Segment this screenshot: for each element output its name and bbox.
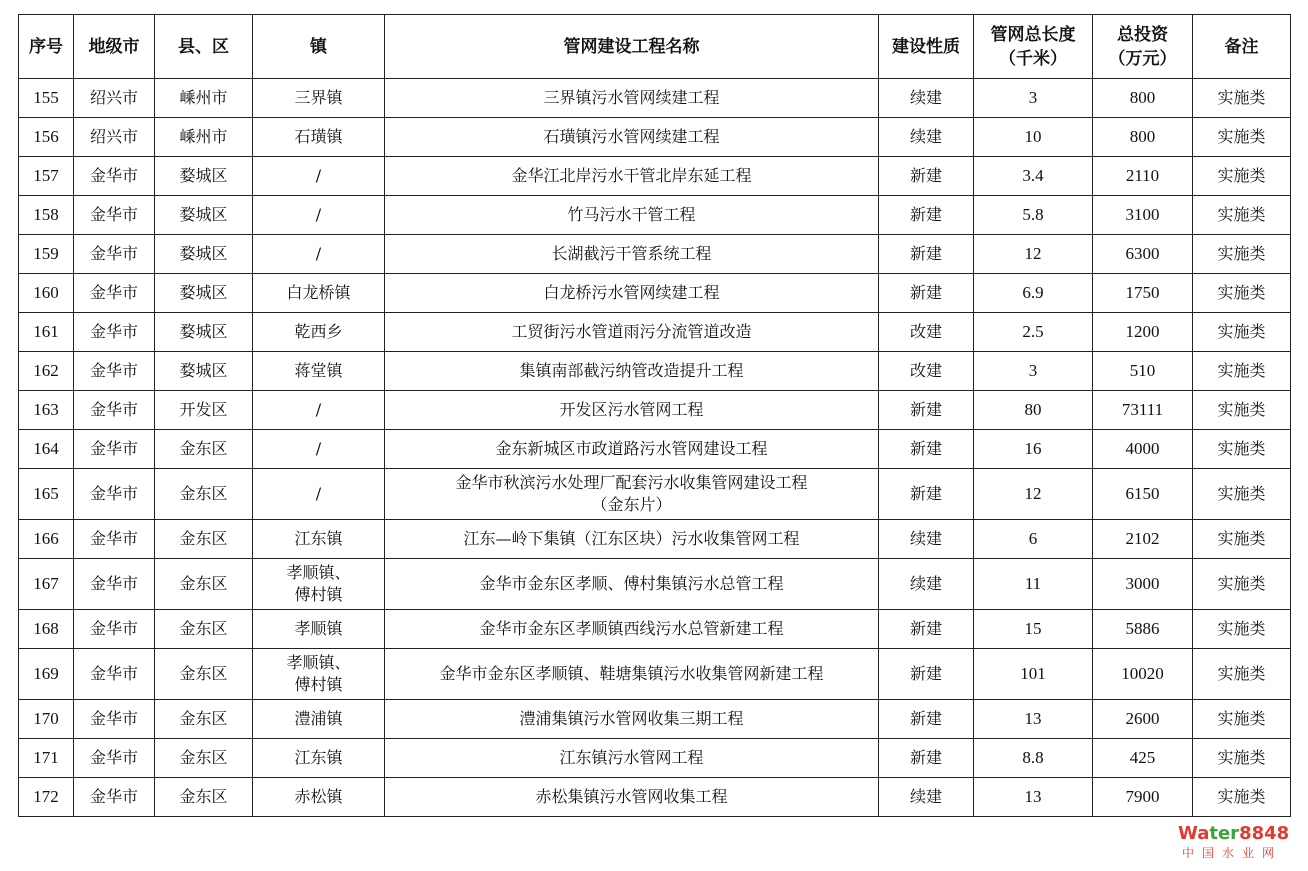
cell-project-name: 澧浦集镇污水管网收集三期工程 xyxy=(385,700,879,739)
cell-county: 金东区 xyxy=(155,700,253,739)
cell-investment: 6150 xyxy=(1093,469,1193,520)
cell-length: 16 xyxy=(974,430,1093,469)
cell-investment: 3100 xyxy=(1093,196,1193,235)
cell-build-type: 新建 xyxy=(879,274,974,313)
cell-remark: 实施类 xyxy=(1193,520,1291,559)
header-index: 序号 xyxy=(19,15,74,79)
cell-city: 金华市 xyxy=(74,196,155,235)
cell-index: 172 xyxy=(19,778,74,817)
cell-project-name: 长湖截污干管系统工程 xyxy=(385,235,879,274)
table-row xyxy=(19,778,1291,817)
cell-length: 12 xyxy=(974,235,1093,274)
cell-remark: 实施类 xyxy=(1193,610,1291,649)
table-row xyxy=(19,157,1291,196)
cell-index: 164 xyxy=(19,430,74,469)
cell-length: 8.8 xyxy=(974,739,1093,778)
cell-build-type: 续建 xyxy=(879,79,974,118)
cell-build-type: 改建 xyxy=(879,352,974,391)
table-row xyxy=(19,520,1291,559)
cell-investment: 10020 xyxy=(1093,649,1193,700)
cell-length: 2.5 xyxy=(974,313,1093,352)
pipe-network-project-table xyxy=(18,14,1291,817)
cell-remark: 实施类 xyxy=(1193,313,1291,352)
cell-project-name: 江东—岭下集镇（江东区块）污水收集管网工程 xyxy=(385,520,879,559)
table-row xyxy=(19,469,1291,520)
cell-remark: 实施类 xyxy=(1193,274,1291,313)
cell-investment: 5886 xyxy=(1093,610,1193,649)
cell-county: 婺城区 xyxy=(155,352,253,391)
table-row xyxy=(19,649,1291,700)
cell-town: / xyxy=(253,391,385,430)
table-row xyxy=(19,196,1291,235)
header-row xyxy=(19,15,1291,79)
cell-remark: 实施类 xyxy=(1193,118,1291,157)
cell-town: 石璜镇 xyxy=(253,118,385,157)
cell-county: 金东区 xyxy=(155,559,253,610)
cell-city: 金华市 xyxy=(74,430,155,469)
cell-build-type: 续建 xyxy=(879,520,974,559)
cell-town: 孝顺镇 xyxy=(253,610,385,649)
cell-length: 13 xyxy=(974,778,1093,817)
table-row xyxy=(19,391,1291,430)
cell-city: 金华市 xyxy=(74,157,155,196)
cell-index: 169 xyxy=(19,649,74,700)
cell-city: 金华市 xyxy=(74,649,155,700)
cell-city: 金华市 xyxy=(74,235,155,274)
cell-town: 江东镇 xyxy=(253,520,385,559)
cell-index: 160 xyxy=(19,274,74,313)
cell-project-name: 石璜镇污水管网续建工程 xyxy=(385,118,879,157)
cell-city: 金华市 xyxy=(74,739,155,778)
cell-build-type: 续建 xyxy=(879,559,974,610)
cell-county: 金东区 xyxy=(155,469,253,520)
cell-project-name: 江东镇污水管网工程 xyxy=(385,739,879,778)
cell-remark: 实施类 xyxy=(1193,739,1291,778)
cell-index: 163 xyxy=(19,391,74,430)
cell-town: / xyxy=(253,430,385,469)
cell-city: 金华市 xyxy=(74,700,155,739)
cell-investment: 3000 xyxy=(1093,559,1193,610)
cell-length: 3.4 xyxy=(974,157,1093,196)
cell-county: 开发区 xyxy=(155,391,253,430)
cell-town: 孝顺镇、 傅村镇 xyxy=(253,559,385,610)
cell-investment: 2102 xyxy=(1093,520,1193,559)
header-build-type: 建设性质 xyxy=(879,15,974,79)
cell-build-type: 新建 xyxy=(879,700,974,739)
table-row xyxy=(19,352,1291,391)
cell-index: 166 xyxy=(19,520,74,559)
cell-remark: 实施类 xyxy=(1193,79,1291,118)
cell-project-name: 金东新城区市政道路污水管网建设工程 xyxy=(385,430,879,469)
cell-project-name: 工贸街污水管道雨污分流管道改造 xyxy=(385,313,879,352)
cell-project-name: 金华江北岸污水干管北岸东延工程 xyxy=(385,157,879,196)
cell-city: 金华市 xyxy=(74,778,155,817)
project-table-sheet xyxy=(18,14,1290,817)
cell-index: 162 xyxy=(19,352,74,391)
header-remark: 备注 xyxy=(1193,15,1291,79)
table-header xyxy=(19,15,1291,79)
cell-length: 6.9 xyxy=(974,274,1093,313)
cell-town: / xyxy=(253,235,385,274)
cell-remark: 实施类 xyxy=(1193,559,1291,610)
cell-length: 5.8 xyxy=(974,196,1093,235)
cell-build-type: 新建 xyxy=(879,196,974,235)
cell-length: 6 xyxy=(974,520,1093,559)
cell-town: 江东镇 xyxy=(253,739,385,778)
cell-build-type: 新建 xyxy=(879,739,974,778)
header-county: 县、区 xyxy=(155,15,253,79)
cell-investment: 4000 xyxy=(1093,430,1193,469)
cell-city: 绍兴市 xyxy=(74,79,155,118)
cell-build-type: 新建 xyxy=(879,610,974,649)
header-project-name: 管网建设工程名称 xyxy=(385,15,879,79)
cell-remark: 实施类 xyxy=(1193,430,1291,469)
cell-city: 金华市 xyxy=(74,391,155,430)
cell-index: 165 xyxy=(19,469,74,520)
cell-project-name: 金华市秋滨污水处理厂配套污水收集管网建设工程 （金东片） xyxy=(385,469,879,520)
cell-remark: 实施类 xyxy=(1193,196,1291,235)
cell-city: 金华市 xyxy=(74,520,155,559)
cell-county: 嵊州市 xyxy=(155,118,253,157)
cell-length: 15 xyxy=(974,610,1093,649)
cell-build-type: 新建 xyxy=(879,430,974,469)
cell-remark: 实施类 xyxy=(1193,700,1291,739)
cell-build-type: 新建 xyxy=(879,649,974,700)
header-length: 管网总长度 （千米） xyxy=(974,15,1093,79)
cell-project-name: 集镇南部截污纳管改造提升工程 xyxy=(385,352,879,391)
cell-remark: 实施类 xyxy=(1193,235,1291,274)
cell-length: 11 xyxy=(974,559,1093,610)
cell-city: 绍兴市 xyxy=(74,118,155,157)
cell-project-name: 白龙桥污水管网续建工程 xyxy=(385,274,879,313)
cell-index: 159 xyxy=(19,235,74,274)
cell-county: 婺城区 xyxy=(155,157,253,196)
cell-county: 嵊州市 xyxy=(155,79,253,118)
cell-length: 3 xyxy=(974,79,1093,118)
cell-index: 161 xyxy=(19,313,74,352)
cell-county: 金东区 xyxy=(155,739,253,778)
cell-index: 170 xyxy=(19,700,74,739)
header-city: 地级市 xyxy=(74,15,155,79)
cell-index: 156 xyxy=(19,118,74,157)
cell-city: 金华市 xyxy=(74,610,155,649)
table-row xyxy=(19,118,1291,157)
cell-length: 10 xyxy=(974,118,1093,157)
cell-investment: 7900 xyxy=(1093,778,1193,817)
cell-remark: 实施类 xyxy=(1193,391,1291,430)
cell-project-name: 金华市金东区孝顺、傅村集镇污水总管工程 xyxy=(385,559,879,610)
cell-town: / xyxy=(253,157,385,196)
cell-project-name: 金华市金东区孝顺镇、鞋塘集镇污水收集管网新建工程 xyxy=(385,649,879,700)
cell-index: 158 xyxy=(19,196,74,235)
cell-build-type: 续建 xyxy=(879,778,974,817)
cell-town: 澧浦镇 xyxy=(253,700,385,739)
cell-investment: 1200 xyxy=(1093,313,1193,352)
cell-city: 金华市 xyxy=(74,313,155,352)
cell-investment: 73111 xyxy=(1093,391,1193,430)
cell-investment: 2110 xyxy=(1093,157,1193,196)
cell-county: 婺城区 xyxy=(155,274,253,313)
cell-index: 168 xyxy=(19,610,74,649)
cell-investment: 2600 xyxy=(1093,700,1193,739)
cell-project-name: 竹马污水干管工程 xyxy=(385,196,879,235)
cell-build-type: 新建 xyxy=(879,157,974,196)
cell-town: 乾西乡 xyxy=(253,313,385,352)
table-row xyxy=(19,313,1291,352)
cell-index: 155 xyxy=(19,79,74,118)
table-row xyxy=(19,700,1291,739)
cell-index: 171 xyxy=(19,739,74,778)
watermark-logo: Water8848 xyxy=(1178,823,1290,844)
table-row xyxy=(19,79,1291,118)
cell-remark: 实施类 xyxy=(1193,352,1291,391)
cell-town: 白龙桥镇 xyxy=(253,274,385,313)
cell-county: 婺城区 xyxy=(155,196,253,235)
cell-length: 101 xyxy=(974,649,1093,700)
cell-town: / xyxy=(253,196,385,235)
cell-investment: 510 xyxy=(1093,352,1193,391)
cell-town: 孝顺镇、 傅村镇 xyxy=(253,649,385,700)
cell-county: 金东区 xyxy=(155,430,253,469)
table-row xyxy=(19,235,1291,274)
cell-investment: 800 xyxy=(1093,79,1193,118)
cell-remark: 实施类 xyxy=(1193,157,1291,196)
cell-project-name: 开发区污水管网工程 xyxy=(385,391,879,430)
cell-city: 金华市 xyxy=(74,559,155,610)
table-row xyxy=(19,739,1291,778)
cell-county: 婺城区 xyxy=(155,235,253,274)
cell-investment: 6300 xyxy=(1093,235,1193,274)
cell-build-type: 新建 xyxy=(879,469,974,520)
table-body xyxy=(19,79,1291,817)
cell-county: 金东区 xyxy=(155,520,253,559)
cell-length: 3 xyxy=(974,352,1093,391)
cell-town: / xyxy=(253,469,385,520)
header-investment: 总投资 （万元） xyxy=(1093,15,1193,79)
cell-county: 金东区 xyxy=(155,778,253,817)
table-row xyxy=(19,559,1291,610)
cell-project-name: 赤松集镇污水管网收集工程 xyxy=(385,778,879,817)
cell-county: 金东区 xyxy=(155,610,253,649)
cell-town: 赤松镇 xyxy=(253,778,385,817)
header-town: 镇 xyxy=(253,15,385,79)
table-row xyxy=(19,430,1291,469)
cell-remark: 实施类 xyxy=(1193,778,1291,817)
cell-index: 167 xyxy=(19,559,74,610)
site-watermark xyxy=(1178,824,1304,868)
cell-project-name: 金华市金东区孝顺镇西线污水总管新建工程 xyxy=(385,610,879,649)
watermark-subtitle: 中国水业网 xyxy=(1182,846,1283,860)
cell-town: 蒋堂镇 xyxy=(253,352,385,391)
cell-build-type: 新建 xyxy=(879,235,974,274)
cell-county: 金东区 xyxy=(155,649,253,700)
cell-build-type: 新建 xyxy=(879,391,974,430)
cell-length: 12 xyxy=(974,469,1093,520)
cell-length: 13 xyxy=(974,700,1093,739)
table-row xyxy=(19,610,1291,649)
cell-city: 金华市 xyxy=(74,274,155,313)
cell-project-name: 三界镇污水管网续建工程 xyxy=(385,79,879,118)
table-row xyxy=(19,274,1291,313)
cell-build-type: 改建 xyxy=(879,313,974,352)
cell-investment: 425 xyxy=(1093,739,1193,778)
cell-county: 婺城区 xyxy=(155,313,253,352)
cell-length: 80 xyxy=(974,391,1093,430)
cell-investment: 800 xyxy=(1093,118,1193,157)
cell-index: 157 xyxy=(19,157,74,196)
cell-city: 金华市 xyxy=(74,469,155,520)
cell-city: 金华市 xyxy=(74,352,155,391)
cell-remark: 实施类 xyxy=(1193,649,1291,700)
cell-town: 三界镇 xyxy=(253,79,385,118)
cell-remark: 实施类 xyxy=(1193,469,1291,520)
cell-build-type: 续建 xyxy=(879,118,974,157)
cell-investment: 1750 xyxy=(1093,274,1193,313)
